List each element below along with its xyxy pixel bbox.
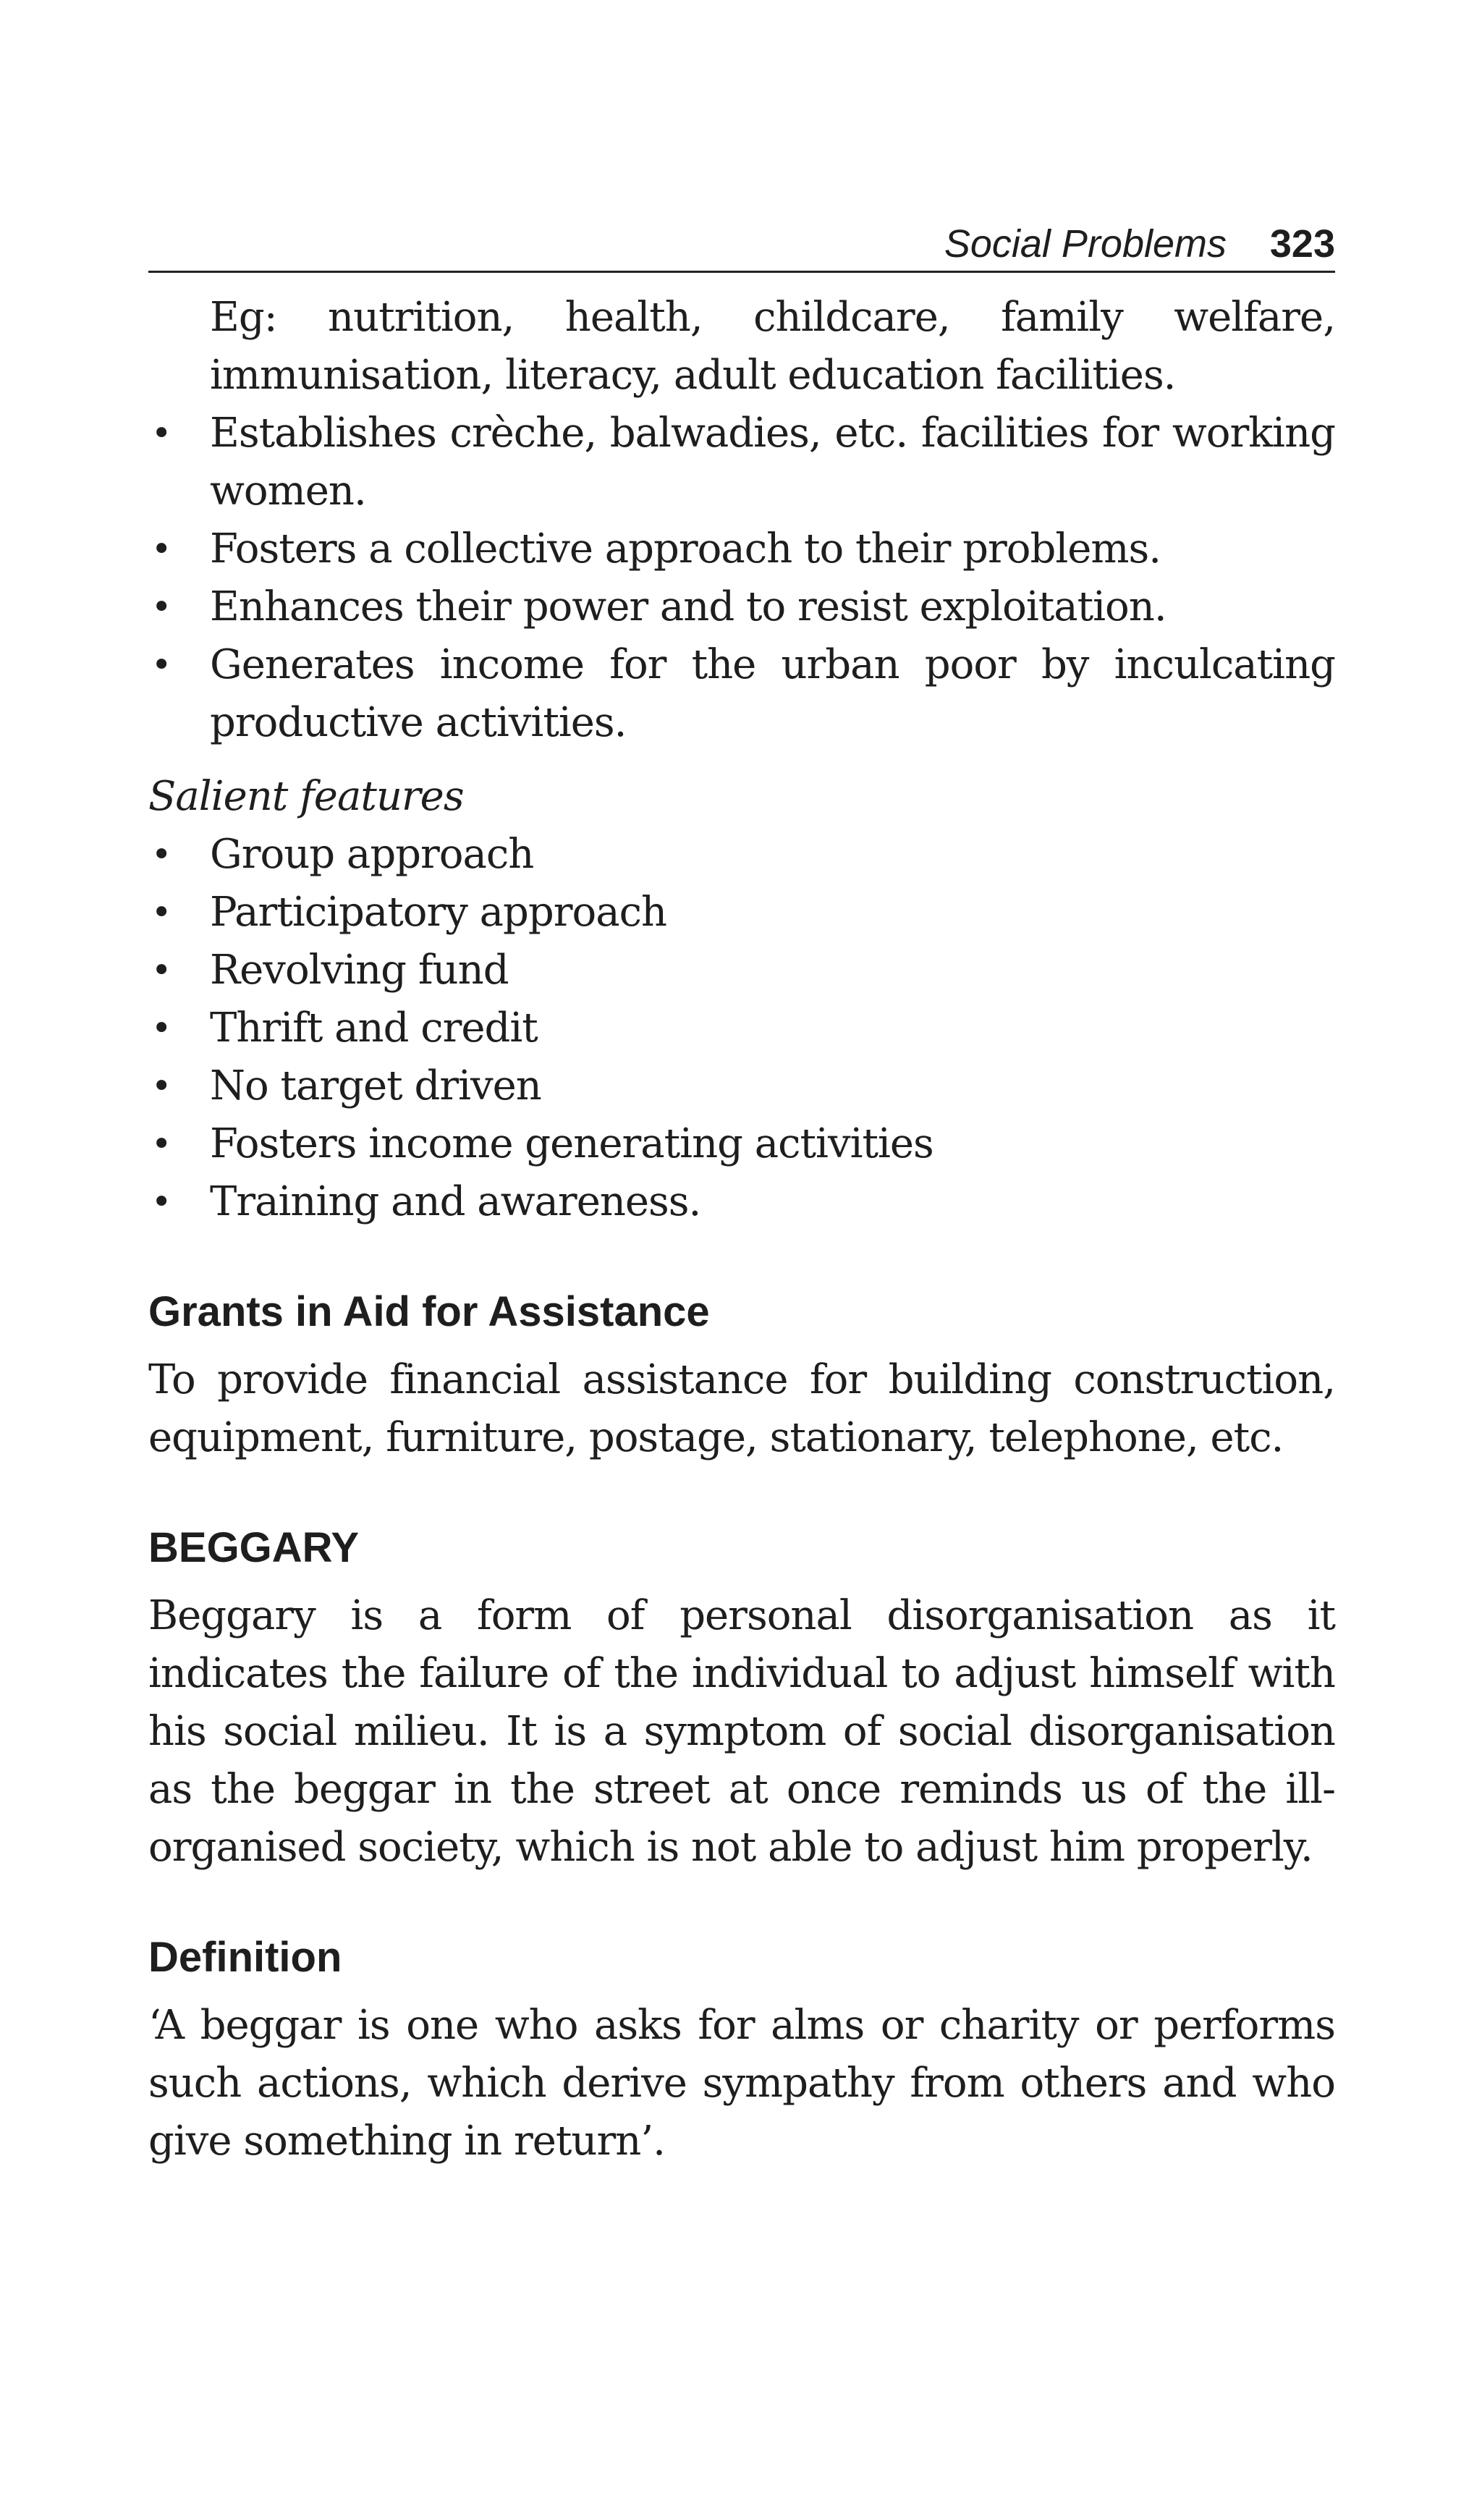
list-item: • Group approach bbox=[148, 826, 1335, 884]
salient-features-list bbox=[148, 826, 1335, 1231]
list-item: • Fosters a collective approach to their problems. bbox=[148, 520, 1335, 578]
page-number: 323 bbox=[1269, 222, 1335, 266]
list-item: • Training and awareness. bbox=[148, 1173, 1335, 1231]
bullet-list-1 bbox=[148, 405, 1335, 752]
salient-features-heading: Salient features bbox=[148, 773, 464, 820]
list-item: • Enhances their power and to resist exploitation. bbox=[148, 578, 1335, 636]
list-item: • Establishes crèche, balwadies, etc. facilities for working women. bbox=[148, 405, 1335, 520]
page bbox=[148, 217, 1335, 2170]
beggary-heading: BEGGARY bbox=[148, 1524, 360, 1571]
bullet-icon: • bbox=[151, 892, 172, 933]
running-head bbox=[148, 217, 1335, 273]
bullet-icon: • bbox=[151, 645, 172, 685]
grants-paragraph: To provide financial assistance for building construction, equipment, furniture, postage, stationary, telephone, etc. bbox=[148, 1356, 1335, 1461]
definition-heading: Definition bbox=[148, 1934, 342, 1981]
list-item: • No target driven bbox=[148, 1057, 1335, 1115]
definition-paragraph: ‘A beggar is one who asks for alms or charity or performs such actions, which derive sympathy from others and who give something in return’. bbox=[148, 2002, 1335, 2165]
bullet-icon: • bbox=[151, 587, 172, 627]
list-item: • Revolving fund bbox=[148, 942, 1335, 999]
bullet-icon: • bbox=[151, 529, 172, 570]
list-item: • Fosters income generating activities bbox=[148, 1115, 1335, 1173]
list-item: • Participatory approach bbox=[148, 884, 1335, 942]
list-item: • Thrift and credit bbox=[148, 999, 1335, 1057]
running-head-title: Social Problems bbox=[944, 222, 1227, 266]
bullet-icon: • bbox=[151, 950, 172, 991]
bullet-icon: • bbox=[151, 1066, 172, 1107]
grants-heading: Grants in Aid for Assistance bbox=[148, 1288, 710, 1335]
list-item: • Generates income for the urban poor by inculcating productive activities. bbox=[148, 636, 1335, 752]
bullet-icon: • bbox=[151, 834, 172, 875]
bullet-icon: • bbox=[151, 1182, 172, 1222]
lead-in-text: Eg: nutrition, health, childcare, family welfare, immunisation, literacy, adult education facilities. bbox=[210, 294, 1335, 399]
bullet-icon: • bbox=[151, 1124, 172, 1164]
bullet-icon: • bbox=[151, 413, 172, 454]
bullet-icon: • bbox=[151, 1008, 172, 1049]
beggary-paragraph: Beggary is a form of personal disorganisation as it indicates the failure of the individual to adjust himself with his social milieu. It is a symptom of social disorganisation as the beggar in the street at once reminds us of the ill-organised society, which is not able to adjust him properly. bbox=[148, 1592, 1335, 1871]
